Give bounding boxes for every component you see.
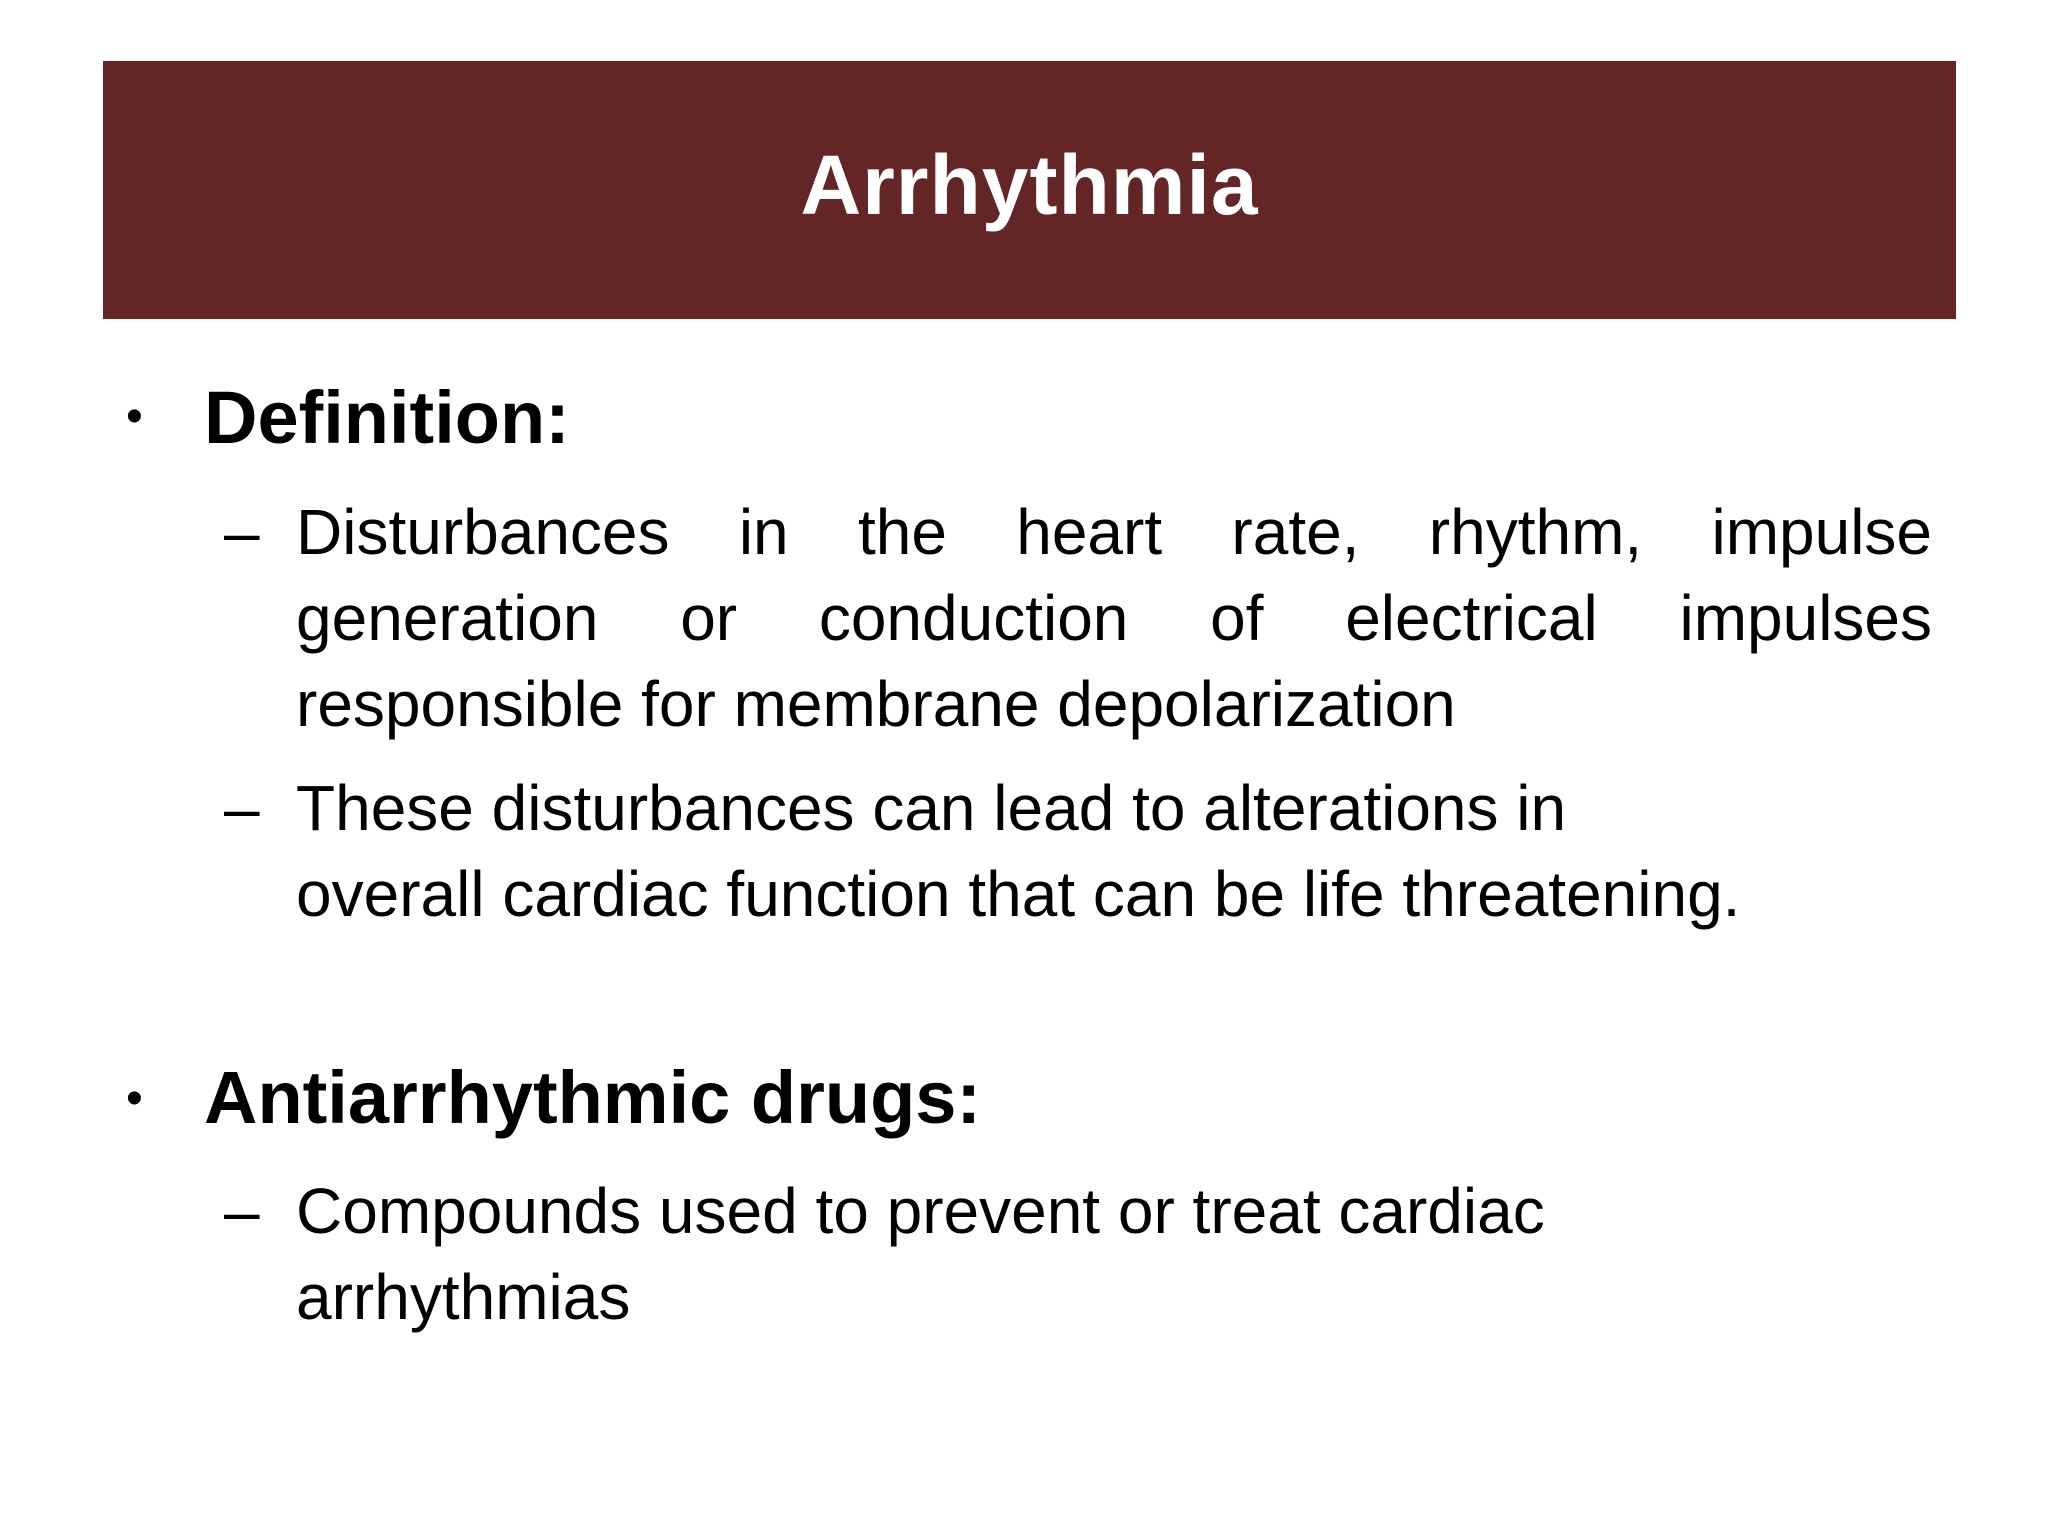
- bullet-definition: •: [126, 390, 143, 443]
- title-bar: [103, 61, 1956, 319]
- dash-definition-1: –: [224, 496, 260, 568]
- bullet-antiarrhythmic: •: [126, 1072, 143, 1125]
- slide-title: Arrhythmia: [800, 137, 1259, 232]
- antiarrhythmic-text-1: Compounds used to prevent or treat cardiac arrhythmias: [296, 1175, 1545, 1333]
- definition-text-2: These disturbances can lead to alterations in overall cardiac function that can be life threatening.: [296, 772, 1741, 930]
- heading-antiarrhythmic: Antiarrhythmic drugs:: [204, 1056, 982, 1139]
- definition-text-1: Disturbances in the heart rate, rhythm, impulse generation or conduction of electrical impulses responsible for membrane depolarization: [296, 496, 1932, 740]
- heading-definition: Definition:: [204, 376, 570, 459]
- dash-antiarrhythmic-1: –: [224, 1175, 260, 1247]
- dash-definition-2: –: [224, 772, 260, 844]
